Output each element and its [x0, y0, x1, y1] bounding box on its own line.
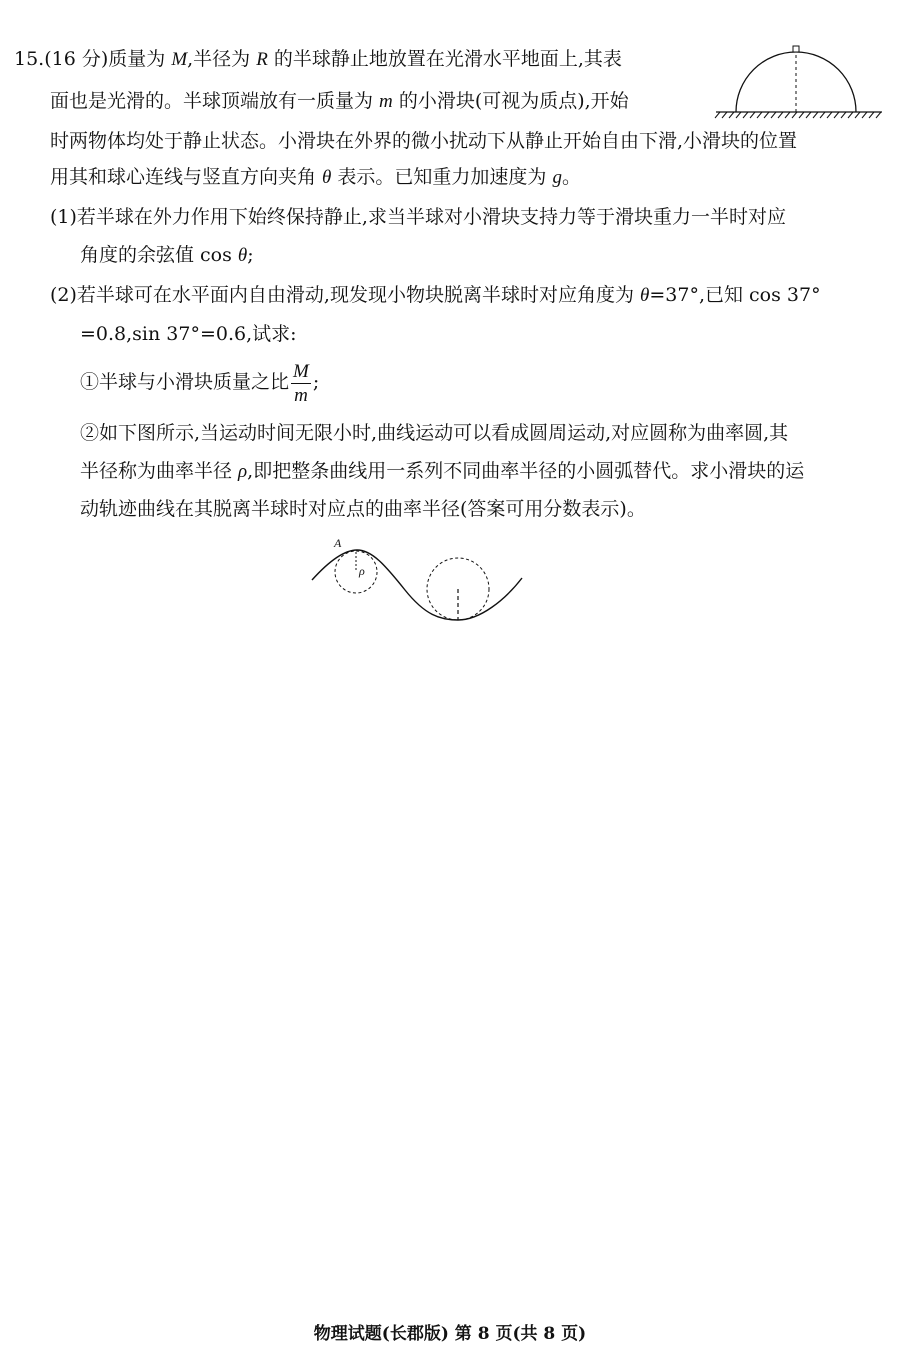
problem-line-4 — [50, 165, 581, 190]
problem-points: (16 分) — [44, 48, 109, 70]
part2-sub2-line-2 — [80, 459, 804, 484]
sub1-text: ; — [312, 371, 320, 393]
problem-line-2 — [50, 89, 629, 114]
part2-text: =37°,已知 cos 37° — [649, 284, 821, 306]
stem-text: 的半球静止地放置在光滑水平地面上,其表 — [267, 48, 622, 70]
var-g: g — [552, 167, 562, 188]
hemisphere-figure — [712, 40, 887, 125]
part1-text: 角度的余弦值 cos — [80, 244, 238, 266]
stem-text: 面也是光滑的。半球顶端放有一质量为 — [50, 90, 380, 112]
part2-line-1 — [50, 283, 821, 308]
stem-text: 。 — [561, 166, 581, 188]
mass-ratio-fraction — [291, 362, 311, 405]
part2-text: (2)若半球可在水平面内自由滑动,现发现小物块脱离半球时对应角度为 — [50, 284, 640, 306]
sub2-text: ②如下图所示,当运动时间无限小时,曲线运动可以看成圆周运动,对应圆称为曲率圆,其 — [80, 422, 789, 444]
label-A: A — [334, 536, 342, 550]
part2-sub2-line-3 — [80, 497, 646, 521]
label-rho: ρ — [359, 564, 365, 578]
problem-line-3 — [50, 129, 797, 153]
sub2-text: ,即把整条曲线用一系列不同曲率半径的小圆弧替代。求小滑块的运 — [247, 460, 805, 482]
stem-text: 时两物体均处于静止状态。小滑块在外界的微小扰动下从静止开始自由下滑,小滑块的位置 — [50, 130, 798, 152]
part2-sub1 — [80, 358, 319, 406]
var-R: R — [256, 49, 268, 70]
part2-line-2 — [80, 322, 297, 346]
curvature-figure — [300, 530, 540, 630]
var-M: M — [171, 49, 188, 70]
sub2-text: 动轨迹曲线在其脱离半球时对应点的曲率半径(答案可用分数表示)。 — [80, 498, 646, 520]
sub1-text: ①半球与小滑块质量之比 — [80, 371, 290, 393]
problem-line-1 — [14, 47, 622, 72]
part2-sub2-line-1 — [80, 421, 788, 445]
part1-text: (1)若半球在外力作用下始终保持静止,求当半球对小滑块支持力等于滑块重力一半时对应 — [50, 206, 786, 228]
page-footer: 物理试题(长郡版) 第 8 页(共 8 页) — [313, 1324, 587, 1344]
var-rho: ρ — [238, 461, 248, 482]
var-theta: θ — [640, 285, 650, 306]
part1-line-1 — [50, 205, 786, 229]
fraction-numerator: M — [293, 360, 309, 382]
var-m: m — [379, 91, 393, 112]
part1-text: ; — [247, 244, 254, 266]
sub2-text: 半径称为曲率半径 — [80, 460, 239, 482]
stem-text: 质量为 — [108, 48, 172, 70]
stem-text: 表示。已知重力加速度为 — [331, 166, 553, 188]
trajectory-curve — [312, 550, 522, 620]
var-theta: θ — [322, 167, 332, 188]
slider-block — [793, 46, 799, 52]
stem-text: ,半径为 — [187, 48, 257, 70]
problem-number: 15. — [14, 48, 45, 70]
part2-text: =0.8,sin 37°=0.6,试求: — [80, 323, 297, 345]
stem-text: 用其和球心连线与竖直方向夹角 — [50, 166, 323, 188]
fraction-denominator: m — [294, 384, 308, 406]
stem-text: 的小滑块(可视为质点),开始 — [392, 90, 629, 112]
ground-hatching — [715, 112, 881, 118]
var-theta: θ — [237, 245, 248, 266]
part1-line-2 — [80, 243, 254, 268]
